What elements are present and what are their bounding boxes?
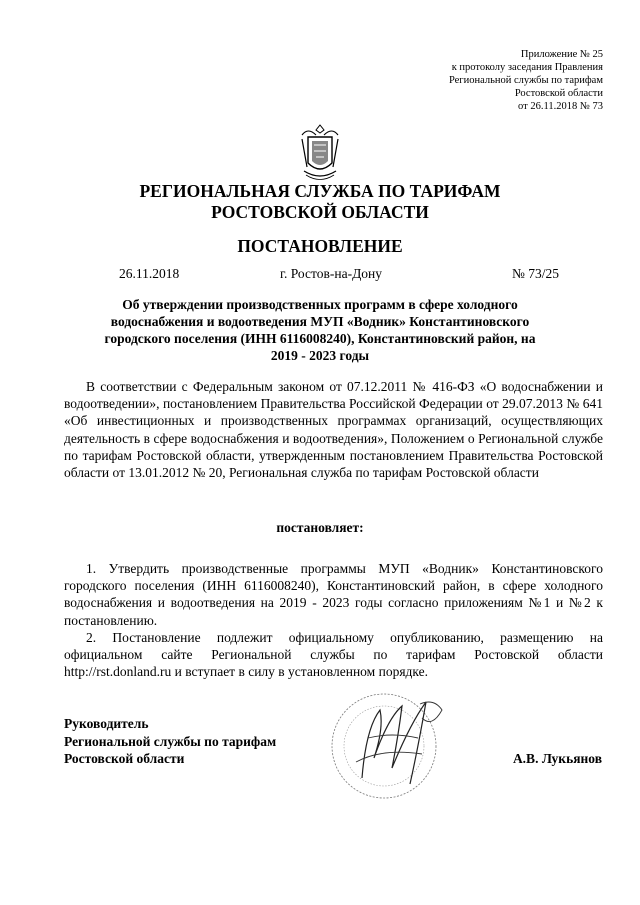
document-city: г. Ростов-на-Дону — [280, 266, 383, 281]
decree-item: 1. Утвердить производственные программы МУП «Водник» Константиновского городского поселения (ИНН 6116008240), Константиновский район, в сфере холодного водоснабжения и водоотведения на 2019 - 2023 годы согласно приложениям №1 и №2 к постановлению. — [64, 561, 603, 628]
signatory-title-line: Региональной службы по тарифам — [64, 733, 277, 749]
signatory-title-line: Руководитель — [64, 716, 149, 731]
decree-word: постановляет: — [276, 520, 364, 535]
appendix-note — [363, 48, 603, 113]
appendix-line: от 26.11.2018 № 73 — [518, 101, 603, 112]
agency-title — [0, 181, 640, 223]
agency-title-line: РЕГИОНАЛЬНАЯ СЛУЖБА ПО ТАРИФАМ — [139, 181, 501, 201]
preamble-paragraph: В соответствии с Федеральным законом от 07.12.2011 № 416-ФЗ «О водоснабжении и водоотведении», постановлением Правительства Российской Федерации от 29.07.2013 № 641 «Об инвестиционных и производственных программах организаций, осуществляющих деятельность в сфере водоснабжения и водоотведения», Положением о Региональной службе по тарифам Ростовской области, утвержденным постановлением Правительства Ростовской области от 13.01.2012 № 20, Региональная служба по тарифам Ростовской области — [64, 379, 603, 481]
decree-items — [64, 560, 603, 680]
coat-of-arms-icon — [298, 123, 342, 185]
document-number: № 73/25 — [512, 266, 560, 281]
signature-stamp-icon — [322, 688, 462, 803]
signatory-title-line: Ростовской области — [64, 751, 185, 766]
decree-item: 2. Постановление подлежит официальному опубликованию, размещению на официальном сайте Региональной службы по тарифам Ростовской области http://rst.donland.ru и вступает в силу в установленном порядке. — [64, 629, 603, 680]
agency-title-line: РОСТОВСКОЙ ОБЛАСТИ — [211, 202, 429, 222]
signatory-title — [64, 715, 324, 768]
appendix-line: Приложение № 25 — [520, 49, 603, 60]
appendix-line: Региональной службы по тарифам — [448, 75, 603, 86]
appendix-line: Ростовской области — [514, 88, 603, 99]
appendix-line: к протоколу заседания Правления — [451, 62, 603, 73]
document-type: ПОСТАНОВЛЕНИЕ — [237, 236, 403, 256]
signer-name: А.В. Лукьянов — [512, 751, 602, 766]
document-date: 26.11.2018 — [119, 266, 180, 281]
document-subject: Об утверждении производственных программ в сфере холодного водоснабжения и водоотведения МУП «Водник» Константиновского городского поселения (ИНН 6116008240), Константиновский район, на 2019 - 2023 годы — [104, 297, 536, 363]
